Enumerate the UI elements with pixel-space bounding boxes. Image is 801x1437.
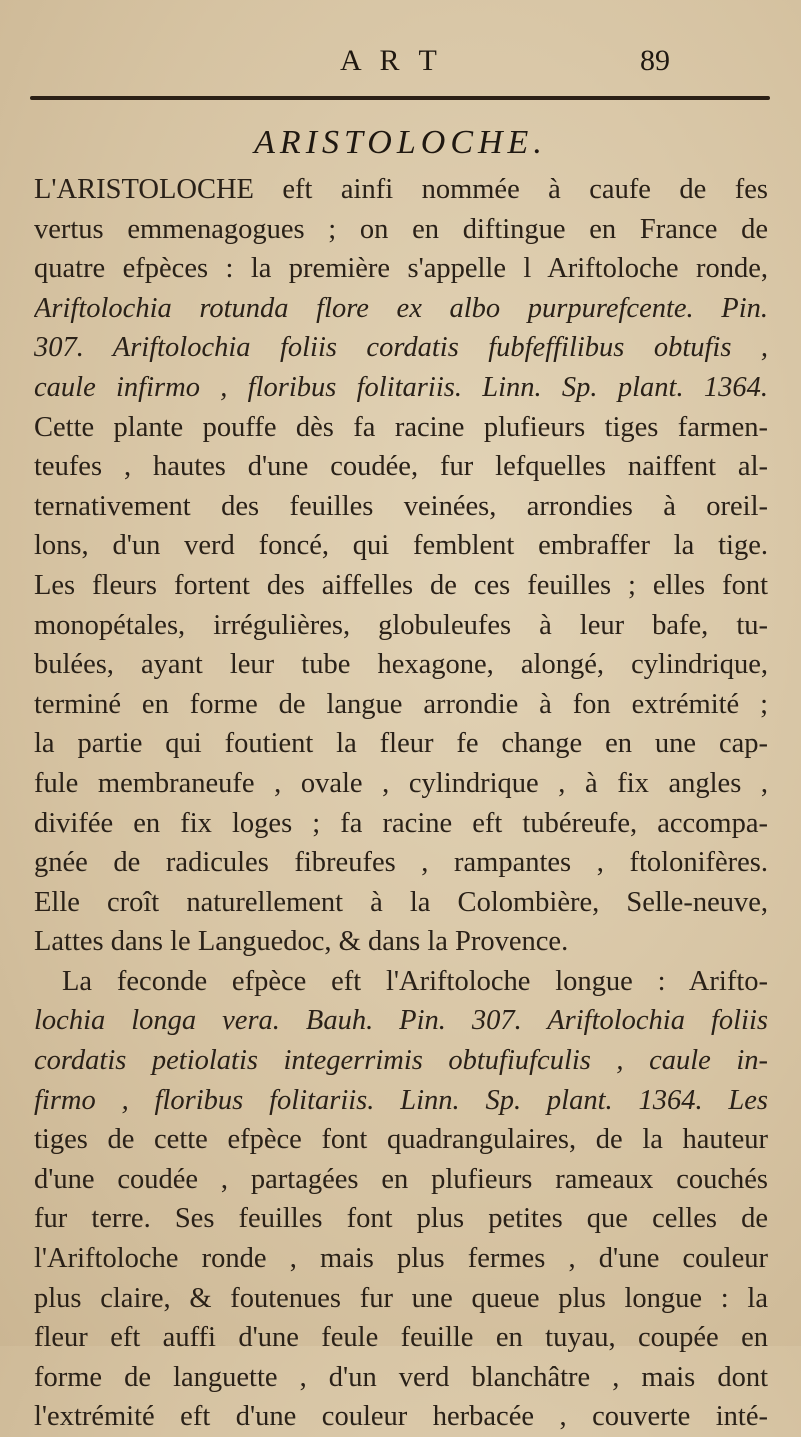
text-line: firmo , floribus folitariis. Linn. Sp. plant. 1364. Les xyxy=(34,1084,768,1116)
text-line: lons, d'un verd foncé, qui femblent embraffer la tige. xyxy=(34,530,768,562)
article-heading: ARISTOLOCHE. xyxy=(254,124,547,161)
text-line: forme de languette , d'un verd blanchâtre , mais dont xyxy=(34,1361,768,1393)
text-line: l'Ariftoloche ronde , mais plus fermes , d'une couleur xyxy=(34,1243,768,1275)
text-line: 307. Ariftolochia foliis cordatis fubfeffilibus obtufis , xyxy=(34,332,768,364)
text-line: tiges de cette efpèce font quadrangulaires, de la hauteur xyxy=(34,1124,768,1156)
text-line: L'ARISTOLOCHE eft ainfi nommée à caufe de fes xyxy=(34,174,768,205)
text-line: teufes , hautes d'une coudée, fur lefquelles naiffent al- xyxy=(34,451,768,483)
text-line: Les fleurs fortent des aiffelles de ces feuilles ; elles font xyxy=(34,569,768,601)
text-line: plus claire, & foutenues fur une queue plus longue : la xyxy=(34,1282,768,1314)
running-head-title: A R T xyxy=(340,44,443,77)
text-line: fule membraneufe , ovale , cylindrique , à fix angles , xyxy=(34,767,768,799)
text-line: d'une coudée , partagées en plufieurs rameaux couchés xyxy=(34,1163,768,1195)
text-line: lochia longa vera. Bauh. Pin. 307. Ariftolochia foliis xyxy=(34,1005,768,1037)
running-head xyxy=(0,44,801,94)
text-line: Elle croît naturellement à la Colombière, Selle-neuve, xyxy=(34,886,768,918)
text-line: Ariftolochia rotunda flore ex albo purpurefcente. Pin. xyxy=(34,292,768,324)
page-number: 89 xyxy=(640,44,670,77)
text-line: Lattes dans le Languedoc, & dans la Provence. xyxy=(34,926,569,958)
text-line: Cette plante pouffe dès fa racine plufieurs tiges farmen- xyxy=(34,411,768,443)
text-line: fleur eft auffi d'une feule feuille en tuyau, coupée en xyxy=(34,1322,768,1354)
article-body xyxy=(34,170,768,1437)
text-line: ternativement des feuilles veinées, arrondies à oreil- xyxy=(34,490,768,522)
text-line: caule infirmo , floribus folitariis. Linn. Sp. plant. 1364. xyxy=(34,371,768,403)
text-line: l'extrémité eft d'une couleur herbacée , couverte inté- xyxy=(34,1401,768,1433)
text-line: fur terre. Ses feuilles font plus petites que celles de xyxy=(34,1203,768,1235)
text-line: cordatis petiolatis integerrimis obtufiufculis , caule in- xyxy=(34,1045,768,1077)
text-line: gnée de radicules fibreufes , rampantes , ftolonifères. xyxy=(34,847,768,879)
text-line: divifée en fix loges ; fa racine eft tubéreufe, accompa- xyxy=(34,807,768,839)
text-line: monopétales, irrégulières, globuleufes à leur bafe, tu- xyxy=(34,609,768,641)
text-line: bulées, ayant leur tube hexagone, alongé, cylindrique, xyxy=(34,649,768,681)
text-line: la partie qui foutient la fleur fe change en une cap- xyxy=(34,728,768,760)
text-line: quatre efpèces : la première s'appelle l Ariftoloche ronde, xyxy=(34,253,768,285)
header-rule xyxy=(30,96,770,100)
text-line: La feconde efpèce eft l'Ariftoloche longue : Arifto- xyxy=(62,965,768,997)
text-line: terminé en forme de langue arrondie à fon extrémité ; xyxy=(34,688,768,720)
text-line: vertus emmenagogues ; on en diftingue en France de xyxy=(34,213,768,245)
